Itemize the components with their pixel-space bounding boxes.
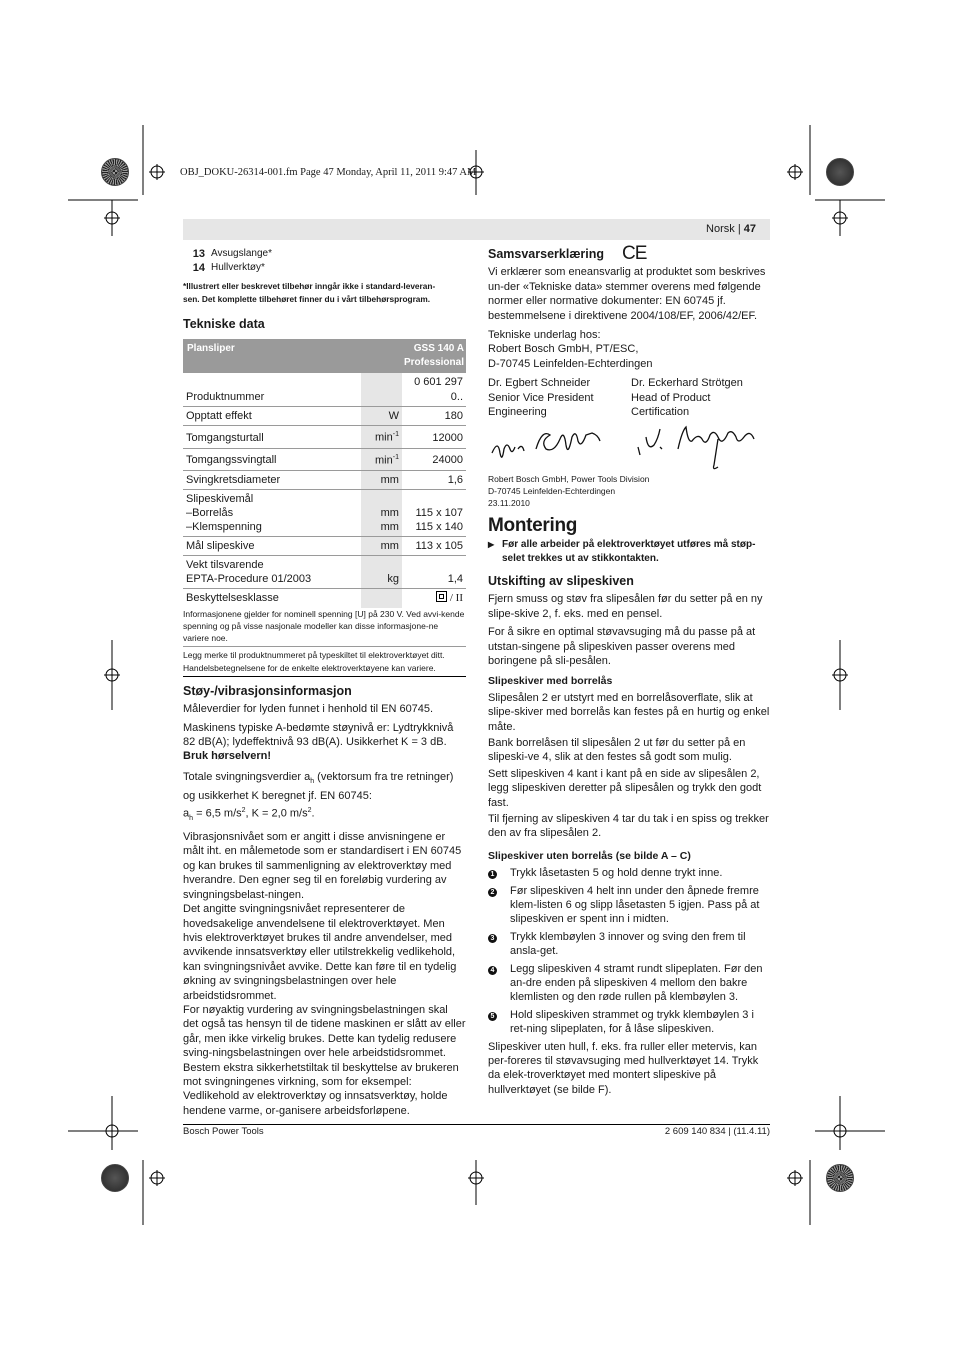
row-value: 12000 [402,426,466,448]
table-header-row [183,339,466,373]
signatory-line: Dr. Egbert Schneider [488,377,591,390]
tech-data-table [183,339,466,608]
header-separator: | [734,223,744,235]
unit-text: min [375,454,393,467]
step-text: Hold slipeskiven strammet og trykk klembøylen 3 i ret-ning slipeplaten, for å låse slipeskiven. [510,1008,754,1036]
vibration-sub: h [189,814,194,822]
row-unit [361,426,402,448]
conformity-heading-row [488,243,770,264]
step-item [488,1008,770,1037]
hearing-warning: Bruk hørselvern! [183,750,272,763]
row-label: Beskyttelsesklasse [186,592,279,605]
vibration-paragraph: For nøyaktig vurdering av svingningsbelastningen skal det også tas hensyn til de tidene maskinen er slått av eller går, men ikke virkelig brukes. Dette kan tydelig redusere sving-ningsbelastningen over hele arbeidstidsrommet. [183,1003,466,1060]
row-label: Tomgangssvingtall [183,448,361,470]
row-value: 113 x 105 [402,536,466,555]
unit-line: mm [380,520,399,533]
handwritten-signatures [488,419,770,471]
row-value: 1,4 [402,556,466,589]
row-label-line: Slipeskivemål [186,492,254,505]
montering-paragraph: Slipeskiver uten hull, f. eks. fra ruller eller metervis, kan per-foreres til støvavsuging med hullverktøyet 14. Trykk da elek-troverktøyet med montert slipeskive på hullverktøyet (se bilde F). [488,1040,759,1096]
protection-class: / II [449,592,463,605]
row-unit: W [361,407,402,426]
montering-heading: Montering [488,515,578,537]
company-line: D-70745 Leinfelden-Echterdingen [488,486,616,497]
vibration-sub: h [310,778,315,786]
vibration-value: . [311,807,315,820]
row-label-line: Vekt tilsvarende [186,559,264,572]
row-value: 1,6 [402,470,466,489]
legend-number: 13 [192,248,205,260]
row-unit [361,489,402,536]
row-label: Opptatt effekt [183,407,361,426]
row-unit: kg [361,556,402,589]
row-unit: mm [361,536,402,555]
step-number-icon: 2 [488,888,497,897]
signatory-line: Dr. Eckerhard Strötgen [631,377,743,390]
value-line: 115 x 140 [415,520,463,533]
table-row [183,556,466,589]
step-item [488,962,770,1005]
company-line: Robert Bosch GmbH, Power Tools Division [488,474,650,485]
row-label: Produktnummer [183,373,361,406]
ce-mark-icon: CE [622,243,647,264]
table-row [183,426,466,448]
table-row [183,589,466,608]
page-number: 47 [743,223,756,235]
conformity-heading: Samsvarserklæring [488,247,605,261]
row-value [402,589,466,608]
unit-sup: -1 [392,453,399,461]
page-header-bar [183,219,770,240]
montering-paragraph: Fjern smuss og støv fra slipesålen før du setter på en ny slipe-skive 2, f. eks. med en pensel. [488,593,763,620]
row-unit [361,448,402,470]
tech-file-line: Tekniske underlag hos: [488,329,601,342]
step-number-icon: 3 [488,934,497,943]
row-value: 0 601 297 0.. [402,373,466,406]
row-label [183,556,361,589]
vibration-value: a [183,807,190,820]
step-item [488,930,770,959]
montering-paragraph: For å sikre en optimal støvavsuging må du passe på at utstan-singene på slipeskiven passer overens med boringene på sli-pesålen. [488,626,756,667]
header-language: Norsk [706,223,735,235]
table-row [183,448,466,470]
table-row [183,407,466,426]
montering-paragraph: Slipesålen 2 er utstyrt med en borrelåsoverflate, slik at slipe-skiver med borrelås kan festes på en hurtig og enkel måte. [488,691,770,733]
step-number-icon: 1 [488,870,497,879]
table-header-product: Plansliper [183,339,402,373]
legend-note-line: *Illustrert eller beskrevet tilbehør inngår ikke i standard-leveran- [183,280,436,291]
utskifting-heading: Utskifting av slipeskiven [488,573,634,588]
step-text: Før slipeskiven 4 helt inn under den åpnede fremre klem-listen 6 og slipp låsetasten 5 igjen. Pass på at slipeskiven er spent inn i midten. [510,884,760,926]
step-text: Trykk låsetasten 5 og hold denne trykt inne. [510,867,723,880]
company-block [488,473,770,509]
row-label-line: –Borrelås [186,506,234,519]
row-unit: mm [361,470,402,489]
legend-text: Avsugslange* [211,248,272,259]
vibration-sup: 2 [241,806,246,814]
step-text: Trykk klembøylen 3 innover og sving den frem til ansla-get. [510,930,746,958]
noise-paragraph [183,721,466,750]
step-number-icon: 4 [488,966,497,975]
montering-paragraph: Sett slipeskiven 4 kant i kant på en side av slipesålen 2, legg slipeskiven deretter på slipesålen og trykk den godt fast. [488,767,762,809]
montering-paragraph: Til fjerning av slipeskiven 4 tar du tak i en spiss og trekker den av fra slipesålen 2. [488,812,769,840]
signatory-left [488,376,631,419]
legend-note-line: sen. Det komplette tilbehøret finner du i vårt tilbehørsprogram. [183,293,431,304]
row-label [183,489,361,536]
model-line: Professional [403,357,464,369]
signatories [488,376,770,419]
legend-number: 14 [192,262,205,275]
warning-text: Før alle arbeider på elektroverktøyet utføres må støp-selet trekkes ut av stikkontakten. [502,538,756,564]
company-line: 23.11.2010 [488,498,530,509]
noise-heading: Støy-/vibrasjonsinformasjon [183,683,352,698]
left-column [183,247,466,1118]
table-header-model [402,339,466,373]
footer-right: 2 609 140 834 | (11.4.11) [664,1126,770,1137]
row-value [402,489,466,536]
model-name: GSS 140 A [413,343,464,355]
signatory-line: Head of Product [631,391,711,404]
safety-warning [488,538,770,566]
double-insulation-icon [436,591,447,602]
signatory-line: Senior Vice President [488,391,594,404]
vibration-paragraph [183,770,466,826]
signatory-right [631,376,743,419]
right-column [488,243,770,1101]
row-label: Svingkretsdiameter [183,470,361,489]
tech-file-line: Robert Bosch GmbH, PT/ESC, [488,343,639,356]
vibration-paragraph: Bestem ekstra sikkerhetstiltak til beskyttelse av brukeren mot svingningenes virkning, som for eksempel: Vedlikehold av elektroverktøy og innsatsverktøy, holde hendene varme, or-ganisere arbeidsforløpene. [183,1061,459,1117]
table-row [183,536,466,555]
legend-item [183,247,466,261]
step-item [488,884,770,927]
row-unit [361,589,402,608]
unit-sup: -1 [392,431,399,439]
borrelas-heading: Slipeskiver med borrelås [488,675,613,688]
noise-paragraph: Måleverdier for lyden funnet i henhold til EN 60745. [183,703,434,716]
arrow-bullet-icon: ▶ [488,539,495,549]
table-row [183,470,466,489]
technical-files [488,328,770,371]
row-value: 24000 [402,448,466,470]
table-row [183,373,466,406]
uten-borrelas-heading: Slipeskiver uten borrelås (se bilde A – C) [488,849,691,862]
step-text: Legg slipeskiven 4 stramt rundt slipeplaten. Før den an-dre enden på slipeskiven 4 mellom den bakre klemlisten og den røde rullen på klembøylen 3. [510,962,763,1004]
footer-rule [183,1124,770,1125]
tech-data-heading: Tekniske data [183,316,265,331]
unit-line: mm [380,506,399,519]
tech-note-product-number: Legg merke til produktnummeret på typeskiltet til elektroverktøyet ditt. Handelsbetegnelsene for de enkelte elektroverktøyene kan variere. [183,649,466,676]
vibration-paragraph: Det angitte svingningsnivået representerer de hovedsakelige anvendelsene til elektroverktøyet. Men hvis elektroverktøyet brukes til andre anvendelser, med avvikende innsatsverktøy eller utilstrekkelig vedlikehold, kan svingningsnivået avvike. Dette kan føre til en tydelig økning av svingningsbelastningen over hele arbeidstidsrommet. [183,903,457,1002]
step-item [488,866,770,880]
vibration-sup: 2 [307,806,312,814]
page-header-text [706,223,756,235]
step-number-icon: 5 [488,1012,497,1021]
vibration-text: (vektorsum fra tre retninger) og usikkerhet K beregnet jf. EN 60745: [183,770,454,803]
vibration-value: = 6,5 m/s [193,807,242,820]
signature-graphic [488,419,770,471]
legend-text: Hullverktøy* [211,262,265,274]
vibration-text: Totale svingningsverdier a [183,770,311,783]
tech-note-voltage: Informasjonene gjelder for nominell spenning [U] på 230 V. Ved avvi-kende spenning og på visse nasjonale modeller kan disse informasjone-ne variere noe. [183,608,466,648]
signatory-line: Engineering [488,406,547,419]
tech-file-line: D-70745 Leinfelden-Echterdingen [488,357,653,370]
row-label: Mål slipeskive [183,536,361,555]
unit-text: min [375,432,393,445]
legend-note [183,280,466,306]
legend-item [183,261,466,275]
signatory-line: Certification [631,406,690,419]
value-line: 115 x 107 [415,506,463,519]
file-slug: OBJ_DOKU-26314-001.fm Page 47 Monday, April 11, 2011 9:47 AM [180,167,477,178]
row-label-line: –Klemspenning [186,520,262,533]
vibration-paragraph: Vibrasjonsnivået som er angitt i disse anvisningene er målt iht. en målemetode som er standardisert i EN 60745 og kan brukes til sammenligning av elektroverktøy med hverandre. Den egner seg til en foreløbig vurdering av svingningsbelast-ningen. [183,831,462,901]
row-unit [361,373,402,406]
footer-left: Bosch Power Tools [183,1126,264,1137]
row-label: Tomgangsturtall [183,426,361,448]
row-label-line: EPTA-Procedure 01/2003 [186,573,312,586]
vibration-value: , K = 2,0 m/s [245,807,308,820]
conformity-paragraph: Vi erklærer som eneansvarlig at produktet som beskrives un-der «Tekniske data» stemmer overens med følgende normer eller normative dokumenter: EN 60745 jf. bestemmelsene i direktivene 2004/108/EF, 2006/42/EF. [488,266,766,322]
row-value: 180 [402,407,466,426]
noise-text: Maskinens typiske A-bedømte støynivå er: Lydtrykknivå 82 dB(A); lydeffektnivå 93 dB(A). Usikkerhet K = 3 dB. [183,721,454,749]
table-row [183,489,466,536]
montering-paragraph: Bank borrelåsen til slipesålen 2 ut før du setter på en slipeski-ve 4, slik at den festes så godt som mulig. [488,736,746,764]
